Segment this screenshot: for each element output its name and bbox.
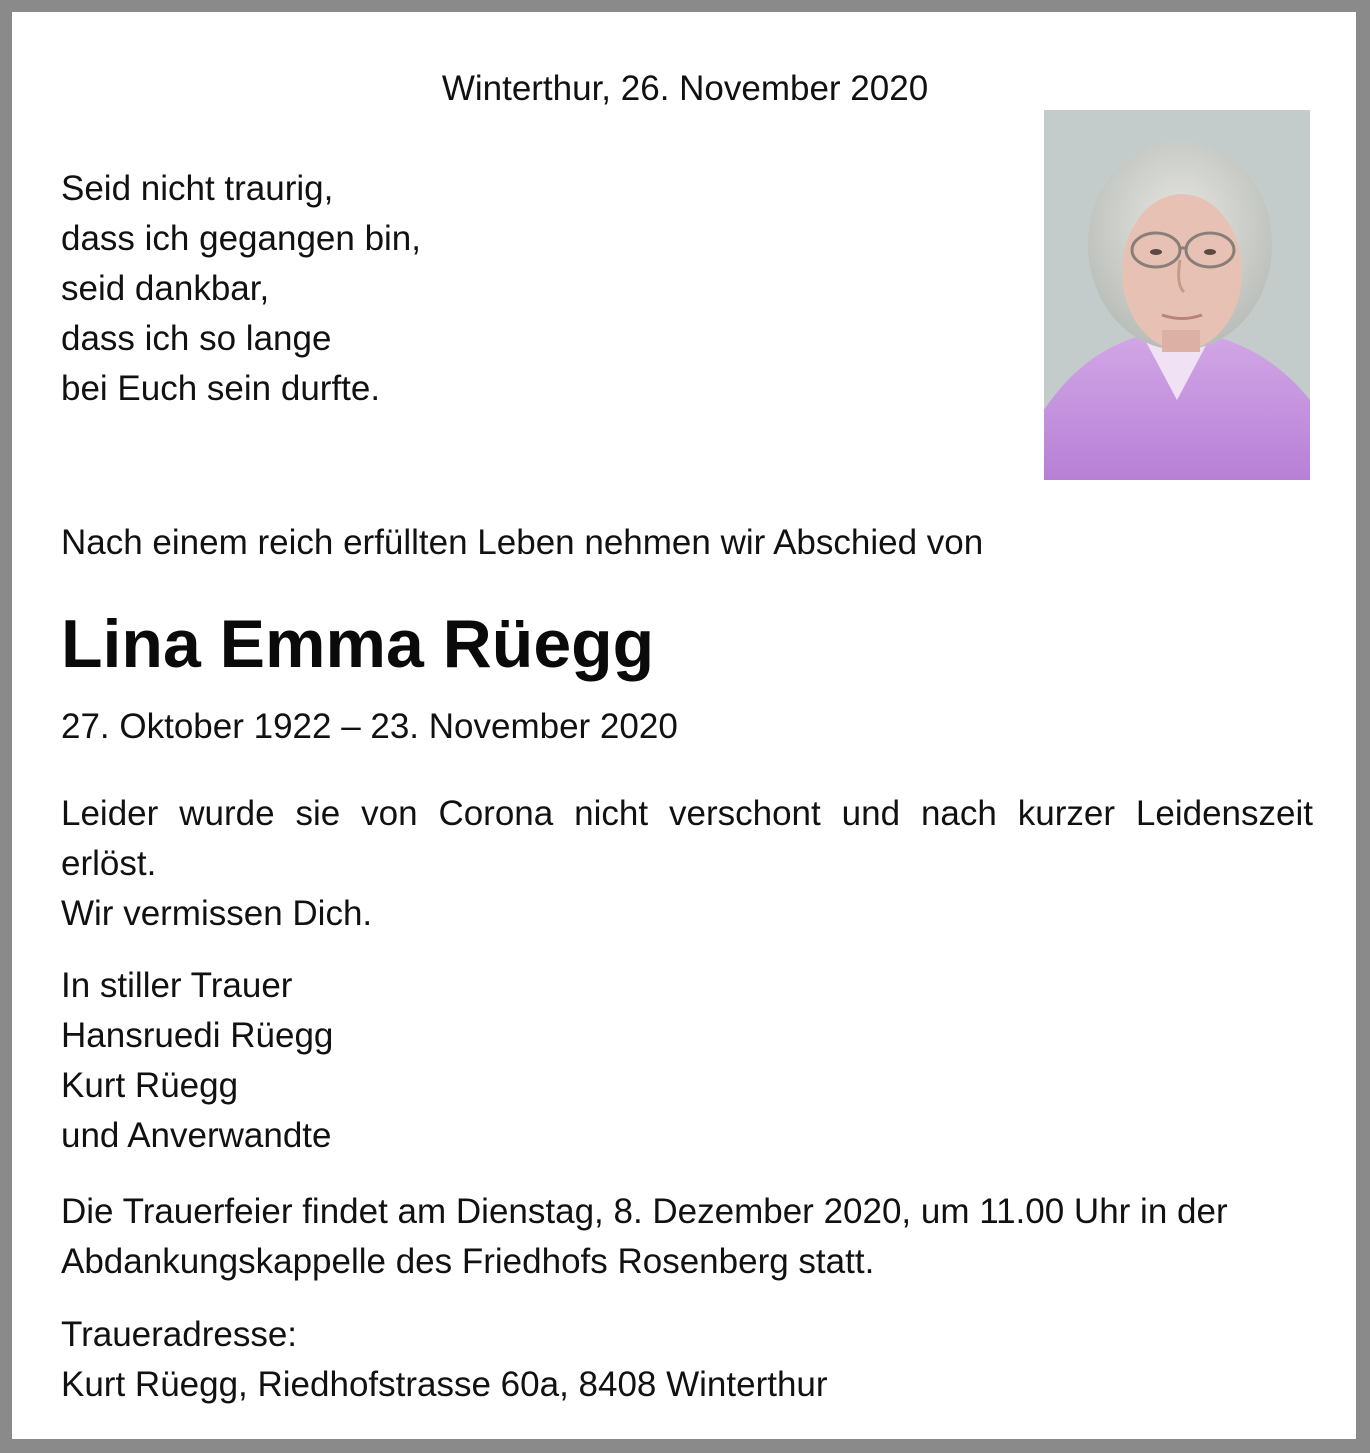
service-info <box>61 1187 1313 1287</box>
mourner-name: und Anverwandte <box>61 1116 332 1155</box>
mourning-address <box>61 1310 1313 1410</box>
intro-text: Nach einem reich erfüllten Leben nehmen wir Abschied von <box>61 523 984 562</box>
mourners <box>61 961 1313 1161</box>
message-line: erlöst. <box>61 844 157 883</box>
address-value: Kurt Rüegg, Riedhofstrasse 60a, 8408 Winterthur <box>61 1365 828 1404</box>
mourners-heading: In stiller Trauer <box>61 966 293 1005</box>
message <box>61 789 1313 939</box>
portrait-photo <box>1044 110 1310 480</box>
poem-line: dass ich so lange <box>61 319 332 358</box>
service-line: Abdankungskappelle des Friedhofs Rosenberg statt. <box>61 1242 875 1281</box>
portrait-photo-icon <box>1044 110 1310 480</box>
lifespan: 27. Oktober 1922 – 23. November 2020 <box>61 707 678 746</box>
service-line: Die Trauerfeier findet am Dienstag, 8. Dezember 2020, um 11.00 Uhr in der <box>61 1192 1228 1231</box>
obituary-notice <box>12 12 1356 1439</box>
mourner-name: Kurt Rüegg <box>61 1066 239 1105</box>
place-date: Winterthur, 26. November 2020 <box>441 69 929 108</box>
message-line: Wir vermissen Dich. <box>61 894 373 933</box>
poem <box>61 164 421 414</box>
address-label: Traueradresse: <box>61 1315 298 1354</box>
poem-line: seid dankbar, <box>61 269 270 308</box>
message-line: Leider wurde sie von Corona nicht verschont und nach kurzer Leidenszeit <box>61 794 1313 833</box>
deceased-name: Lina Emma Rüegg <box>61 606 655 682</box>
poem-line: bei Euch sein durfte. <box>61 369 381 408</box>
poem-line: dass ich gegangen bin, <box>61 219 421 258</box>
poem-line: Seid nicht traurig, <box>61 169 334 208</box>
mourner-name: Hansruedi Rüegg <box>61 1016 334 1055</box>
